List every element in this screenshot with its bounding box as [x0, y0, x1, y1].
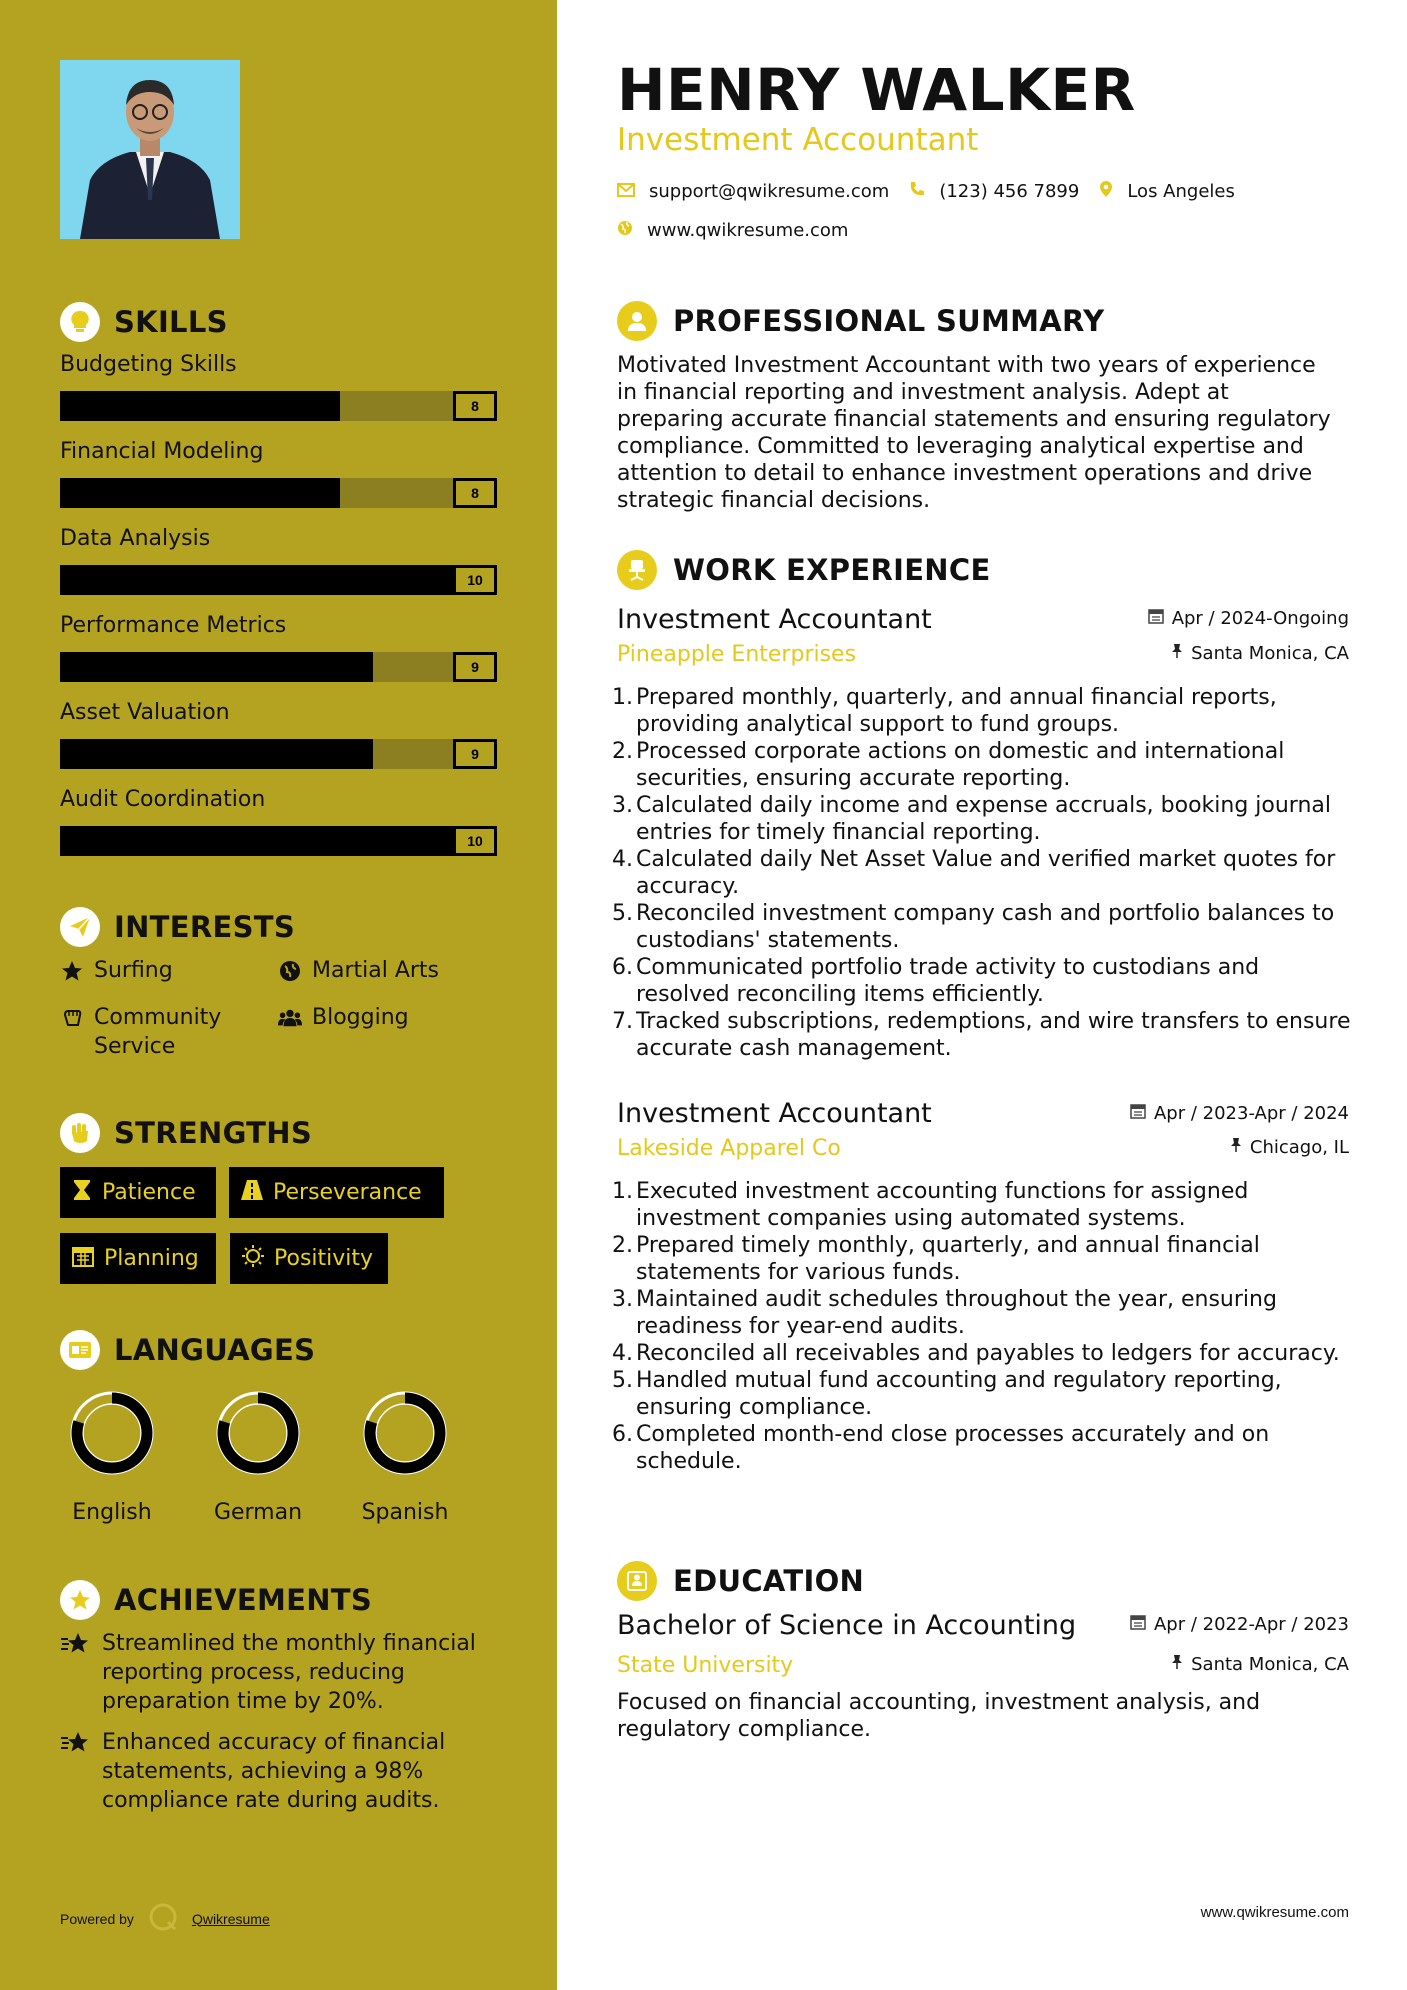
- skills-header: [60, 302, 228, 342]
- strength-badge: Planning: [60, 1233, 216, 1284]
- achievement-item: Enhanced accuracy of financial statements, achieving a 98% compliance rate during audits.: [60, 1728, 500, 1815]
- paper-plane-icon: [60, 907, 100, 947]
- language-ring-arc: [77, 1398, 147, 1468]
- sun-icon: [242, 1245, 264, 1273]
- skill-bar: [60, 652, 497, 682]
- education-title: EDUCATION: [673, 1564, 865, 1598]
- achievements-title: ACHIEVEMENTS: [114, 1583, 373, 1617]
- list-item: 3. Calculated daily income and expense accruals, booking journal entries for timely financial reporting.: [612, 793, 1331, 845]
- language-ring-arc: [223, 1398, 293, 1468]
- fist-icon: [60, 1113, 100, 1153]
- list-item: 5. Reconciled investment company cash and portfolio balances to custodians' statements.: [612, 901, 1335, 953]
- language-ring: [355, 1383, 455, 1483]
- interest-item: Surfing: [60, 956, 173, 985]
- job-date: Apr / 2024-Ongoing: [1148, 608, 1349, 629]
- hourglass-icon: [72, 1179, 92, 1207]
- language-label: German: [213, 1500, 303, 1525]
- skill-label: Performance Metrics: [60, 613, 287, 638]
- job-location: Chicago, IL: [1230, 1137, 1349, 1158]
- job-company: Pineapple Enterprises: [617, 642, 857, 667]
- skill-bar: [60, 391, 497, 421]
- candidate-role: Investment Accountant: [617, 122, 979, 158]
- strengths-title: STRENGTHS: [114, 1116, 313, 1150]
- calendar-icon: [1130, 1614, 1146, 1635]
- job-bullets: [612, 684, 1352, 1062]
- qwikresume-logo-icon: [148, 1902, 178, 1935]
- phone-icon: [909, 181, 925, 202]
- road-icon: [241, 1180, 263, 1206]
- location-pin-icon: [1099, 180, 1113, 203]
- star-icon: [60, 956, 84, 985]
- language-ring: [208, 1383, 308, 1483]
- skill-bar-fill: [60, 565, 453, 595]
- profile-photo: [60, 60, 240, 239]
- skill-bar-fill: [60, 826, 453, 856]
- skill-label: Audit Coordination: [60, 787, 266, 812]
- language-label: Spanish: [361, 1500, 449, 1525]
- education-school: State University: [617, 1653, 794, 1678]
- skill-bar: [60, 565, 497, 595]
- list-item: 1. Prepared monthly, quarterly, and annual financial reports, providing analytical support to fund groups.: [612, 685, 1277, 737]
- candidate-name: HENRY WALKER: [617, 56, 1136, 124]
- skill-bar: [60, 739, 497, 769]
- experience-header: [617, 550, 991, 590]
- education-location: Santa Monica, CA: [1171, 1654, 1349, 1675]
- language-ring-arc: [370, 1398, 440, 1468]
- email-link[interactable]: support@qwikresume.com: [649, 181, 890, 202]
- website-row: [617, 220, 848, 241]
- skill-label: Data Analysis: [60, 526, 211, 551]
- languages-header: [60, 1330, 315, 1370]
- contact-row: [617, 180, 1235, 203]
- hand-icon: [60, 1003, 84, 1032]
- calendar-icon: [1130, 1103, 1146, 1124]
- user-icon: [617, 301, 657, 341]
- users-icon: [278, 1003, 302, 1032]
- skill-bar-fill: [60, 652, 373, 682]
- language-card-icon: [60, 1330, 100, 1370]
- graduation-icon: [617, 1561, 657, 1601]
- job-location: Santa Monica, CA: [1171, 643, 1349, 664]
- phone-text: (123) 456 7899: [939, 181, 1080, 202]
- skill-score: 9: [453, 652, 497, 682]
- interest-item: Blogging: [278, 1003, 409, 1032]
- strength-badge: Patience: [60, 1167, 216, 1218]
- skill-score: 8: [453, 478, 497, 508]
- location-text: Los Angeles: [1127, 181, 1235, 202]
- languages-title: LANGUAGES: [114, 1333, 316, 1367]
- language-ring: [62, 1383, 162, 1483]
- education-header: [617, 1561, 864, 1601]
- job-title: Investment Accountant: [617, 1098, 932, 1129]
- summary-text: Motivated Investment Accountant with two years of experience in financial reporting and investment analysis. Adept at preparing accurate financial statements and ensuring regulatory compliance. Committed to leveraging analytical expertise and attention to detail to enhance investment operations and drive strategic financial decisions.: [617, 353, 1331, 513]
- skill-score: 9: [453, 739, 497, 769]
- skill-label: Asset Valuation: [60, 700, 230, 725]
- calendar-icon: [72, 1245, 94, 1273]
- website-link[interactable]: www.qwikresume.com: [647, 220, 849, 241]
- list-item: 4. Reconciled all receivables and payables to ledgers for accuracy.: [612, 1341, 1340, 1366]
- summary-header: [617, 301, 1104, 341]
- pushpin-icon: [1230, 1137, 1242, 1158]
- award-star-icon: [60, 1580, 100, 1620]
- list-item: 7. Tracked subscriptions, redemptions, and wire transfers to ensure accurate cash management.: [612, 1009, 1351, 1061]
- sidebar: [0, 0, 557, 1990]
- skills-title: SKILLS: [114, 305, 228, 339]
- pushpin-icon: [1171, 1654, 1183, 1675]
- strength-badge: Perseverance: [229, 1167, 444, 1218]
- education-date: Apr / 2022-Apr / 2023: [1130, 1614, 1349, 1635]
- education-text: Focused on financial accounting, investment analysis, and regulatory compliance.: [617, 1690, 1261, 1742]
- globe-icon: [617, 220, 633, 241]
- list-item: 2. Processed corporate actions on domestic and international securities, ensuring accurate reporting.: [612, 739, 1285, 791]
- interests-title: INTERESTS: [114, 910, 296, 944]
- interest-item: Community Service: [60, 1003, 260, 1061]
- job-date: Apr / 2023-Apr / 2024: [1130, 1103, 1349, 1124]
- skill-score: 10: [453, 826, 497, 856]
- shooting-star-icon: [60, 1728, 90, 1815]
- list-item: 4. Calculated daily Net Asset Value and verified market quotes for accuracy.: [612, 847, 1336, 899]
- skill-bar-fill: [60, 391, 340, 421]
- lightbulb-icon: [60, 302, 100, 342]
- education-degree: Bachelor of Science in Accounting: [617, 1610, 1077, 1641]
- skill-bar: [60, 826, 497, 856]
- footer-website[interactable]: www.qwikresume.com: [1200, 1904, 1349, 1921]
- language-label: English: [72, 1500, 152, 1525]
- skill-bar-fill: [60, 739, 373, 769]
- interests-header: [60, 907, 295, 947]
- list-item: 5. Handled mutual fund accounting and regulatory reporting, ensuring compliance.: [612, 1368, 1282, 1420]
- achievements-header: [60, 1580, 372, 1620]
- skill-score: 8: [453, 391, 497, 421]
- list-item: 2. Prepared timely monthly, quarterly, and annual financial statements for various funds.: [612, 1233, 1260, 1285]
- skill-score: 10: [453, 565, 497, 595]
- office-chair-icon: [617, 550, 657, 590]
- globe-icon: [278, 956, 302, 985]
- job-company: Lakeside Apparel Co: [617, 1136, 841, 1161]
- list-item: 6. Communicated portfolio trade activity to custodians and resolved reconciling items efficiently.: [612, 955, 1260, 1007]
- calendar-icon: [1148, 608, 1164, 629]
- skill-label: Budgeting Skills: [60, 352, 237, 377]
- list-item: 3. Maintained audit schedules throughout the year, ensuring readiness for year-end audits.: [612, 1287, 1277, 1339]
- powered-by: Powered by Qwikresume: [60, 1902, 270, 1935]
- qwikresume-link[interactable]: Qwikresume: [191, 1910, 270, 1927]
- list-item: 1. Executed investment accounting functions for assigned investment companies using automated systems.: [612, 1179, 1249, 1231]
- skill-label: Financial Modeling: [60, 439, 264, 464]
- job-bullets: [612, 1178, 1352, 1475]
- strengths-header: [60, 1113, 312, 1153]
- pushpin-icon: [1171, 643, 1183, 664]
- experience-title: WORK EXPERIENCE: [673, 553, 991, 587]
- skill-bar-fill: [60, 478, 340, 508]
- interest-item: Martial Arts: [278, 956, 439, 985]
- summary-title: PROFESSIONAL SUMMARY: [673, 304, 1105, 338]
- envelope-icon: [617, 181, 635, 202]
- skill-bar: [60, 478, 497, 508]
- job-title: Investment Accountant: [617, 604, 932, 635]
- strength-badge: Positivity: [230, 1233, 388, 1284]
- list-item: 6. Completed month-end close processes accurately and on schedule.: [612, 1422, 1270, 1474]
- shooting-star-icon: [60, 1629, 90, 1716]
- achievement-item: Streamlined the monthly financial reporting process, reducing preparation time by 20%.: [60, 1629, 500, 1716]
